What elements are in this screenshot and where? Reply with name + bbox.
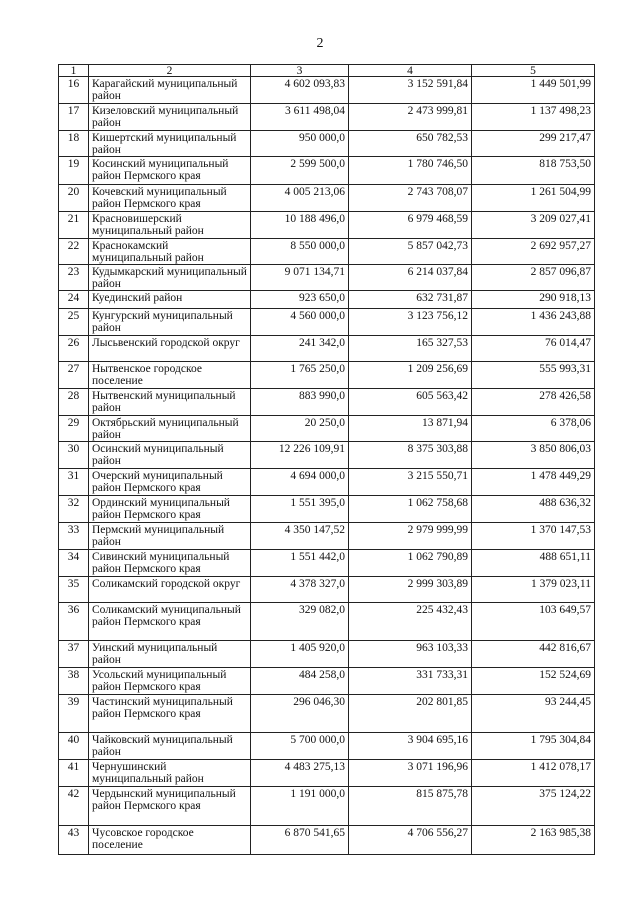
- row-number: 41: [59, 760, 89, 787]
- amount-column-3: 5 700 000,0: [251, 733, 349, 760]
- municipality-name: Чердынский муниципальный район Пермского края: [89, 787, 251, 826]
- row-number: 32: [59, 496, 89, 523]
- table-row: [59, 131, 595, 157]
- amount-column-4: 331 733,31: [349, 668, 472, 695]
- table-row: [59, 185, 595, 212]
- municipality-name: Усольский муниципальный район Пермского края: [89, 668, 251, 695]
- table-row: [59, 695, 595, 733]
- amount-column-4: 8 375 303,88: [349, 442, 472, 469]
- amount-column-5: 278 426,58: [472, 389, 595, 416]
- municipality-name: Очерский муниципальный район Пермского края: [89, 469, 251, 496]
- table-row: [59, 603, 595, 641]
- row-number: 43: [59, 826, 89, 855]
- municipality-name: Куединский район: [89, 291, 251, 309]
- municipality-name: Частинский муниципальный район Пермского края: [89, 695, 251, 733]
- table-row: [59, 416, 595, 442]
- municipality-name: Кизеловский муниципальный район: [89, 104, 251, 131]
- page-number: 2: [316, 36, 324, 51]
- amount-column-4: 6 979 468,59: [349, 212, 472, 239]
- table-row: [59, 733, 595, 760]
- table-row: [59, 265, 595, 291]
- amount-column-5: 6 378,06: [472, 416, 595, 442]
- row-number: 42: [59, 787, 89, 826]
- amount-column-5: 2 857 096,87: [472, 265, 595, 291]
- row-number: 23: [59, 265, 89, 291]
- table-row: [59, 291, 595, 309]
- amount-column-5: 3 850 806,03: [472, 442, 595, 469]
- amount-column-3: 484 258,0: [251, 668, 349, 695]
- municipality-name: Косинский муниципальный район Пермского края: [89, 157, 251, 185]
- municipality-name: Кочевский муниципальный район Пермского края: [89, 185, 251, 212]
- amount-column-4: 6 214 037,84: [349, 265, 472, 291]
- row-number: 39: [59, 695, 89, 733]
- row-number: 29: [59, 416, 89, 442]
- table-row: [59, 212, 595, 239]
- amount-column-5: 1 379 023,11: [472, 577, 595, 603]
- amount-column-4: 1 062 758,68: [349, 496, 472, 523]
- table-row: [59, 641, 595, 668]
- table-row: [59, 389, 595, 416]
- amount-column-4: 2 979 999,99: [349, 523, 472, 550]
- amount-column-3: 9 071 134,71: [251, 265, 349, 291]
- row-number: 20: [59, 185, 89, 212]
- row-number: 26: [59, 336, 89, 362]
- table-row: [59, 760, 595, 787]
- header-cell-5: 5: [472, 65, 595, 77]
- row-number: 40: [59, 733, 89, 760]
- amount-column-5: 1 449 501,99: [472, 77, 595, 104]
- municipality-name: Лысьвенский городской округ: [89, 336, 251, 362]
- allocation-table: [58, 64, 595, 855]
- row-number: 21: [59, 212, 89, 239]
- amount-column-4: 202 801,85: [349, 695, 472, 733]
- table-row: [59, 239, 595, 265]
- amount-column-3: 4 483 275,13: [251, 760, 349, 787]
- amount-column-4: 2 743 708,07: [349, 185, 472, 212]
- amount-column-3: 4 005 213,06: [251, 185, 349, 212]
- table-row: [59, 442, 595, 469]
- amount-column-5: 1 436 243,88: [472, 309, 595, 336]
- amount-column-4: 3 123 756,12: [349, 309, 472, 336]
- municipality-name: Октябрьский муниципальный район: [89, 416, 251, 442]
- row-number: 25: [59, 309, 89, 336]
- municipality-name: Карагайский муниципальный район: [89, 77, 251, 104]
- amount-column-4: 13 871,94: [349, 416, 472, 442]
- amount-column-5: 299 217,47: [472, 131, 595, 157]
- amount-column-3: 4 378 327,0: [251, 577, 349, 603]
- municipality-name: Нытвенский муниципальный район: [89, 389, 251, 416]
- amount-column-4: 963 103,33: [349, 641, 472, 668]
- amount-column-3: 20 250,0: [251, 416, 349, 442]
- amount-column-5: 375 124,22: [472, 787, 595, 826]
- row-number: 34: [59, 550, 89, 577]
- amount-column-5: 1 370 147,53: [472, 523, 595, 550]
- table-row: [59, 104, 595, 131]
- row-number: 38: [59, 668, 89, 695]
- header-cell-3: 3: [251, 65, 349, 77]
- municipality-name: Уинский муниципальный район: [89, 641, 251, 668]
- amount-column-3: 1 551 395,0: [251, 496, 349, 523]
- amount-column-4: 3 215 550,71: [349, 469, 472, 496]
- row-number: 37: [59, 641, 89, 668]
- amount-column-5: 442 816,67: [472, 641, 595, 668]
- amount-column-5: 103 649,57: [472, 603, 595, 641]
- amount-column-3: 1 405 920,0: [251, 641, 349, 668]
- row-number: 16: [59, 77, 89, 104]
- amount-column-3: 1 551 442,0: [251, 550, 349, 577]
- amount-column-5: 76 014,47: [472, 336, 595, 362]
- table-row: [59, 496, 595, 523]
- amount-column-5: 488 636,32: [472, 496, 595, 523]
- amount-column-3: 4 350 147,52: [251, 523, 349, 550]
- amount-column-4: 2 999 303,89: [349, 577, 472, 603]
- amount-column-3: 4 694 000,0: [251, 469, 349, 496]
- municipality-name: Чусовское городское поселение: [89, 826, 251, 855]
- municipality-name: Кудымкарский муниципальный район: [89, 265, 251, 291]
- row-number: 18: [59, 131, 89, 157]
- amount-column-5: 152 524,69: [472, 668, 595, 695]
- amount-column-4: 1 062 790,89: [349, 550, 472, 577]
- amount-column-3: 10 188 496,0: [251, 212, 349, 239]
- table-row: [59, 362, 595, 389]
- table-row: [59, 523, 595, 550]
- row-number: 24: [59, 291, 89, 309]
- amount-column-5: 2 692 957,27: [472, 239, 595, 265]
- amount-column-5: 1 137 498,23: [472, 104, 595, 131]
- amount-column-5: 3 209 027,41: [472, 212, 595, 239]
- municipality-name: Пермский муниципальный район: [89, 523, 251, 550]
- municipality-name: Краснокамский муниципальный район: [89, 239, 251, 265]
- row-number: 31: [59, 469, 89, 496]
- row-number: 19: [59, 157, 89, 185]
- amount-column-5: 2 163 985,38: [472, 826, 595, 855]
- amount-column-4: 3 071 196,96: [349, 760, 472, 787]
- municipality-name: Чайковский муниципальный район: [89, 733, 251, 760]
- amount-column-3: 1 765 250,0: [251, 362, 349, 389]
- amount-column-5: 1 478 449,29: [472, 469, 595, 496]
- amount-column-4: 3 152 591,84: [349, 77, 472, 104]
- table-row: [59, 309, 595, 336]
- amount-column-4: 3 904 695,16: [349, 733, 472, 760]
- amount-column-3: 2 599 500,0: [251, 157, 349, 185]
- amount-column-3: 923 650,0: [251, 291, 349, 309]
- amount-column-4: 605 563,42: [349, 389, 472, 416]
- amount-column-5: 93 244,45: [472, 695, 595, 733]
- amount-column-4: 815 875,78: [349, 787, 472, 826]
- table-row: [59, 787, 595, 826]
- table-row: [59, 469, 595, 496]
- amount-column-5: 488 651,11: [472, 550, 595, 577]
- table-row: [59, 77, 595, 104]
- municipality-name: Соликамский муниципальный район Пермского края: [89, 603, 251, 641]
- amount-column-3: 12 226 109,91: [251, 442, 349, 469]
- row-number: 28: [59, 389, 89, 416]
- amount-column-4: 2 473 999,81: [349, 104, 472, 131]
- amount-column-3: 3 611 498,04: [251, 104, 349, 131]
- amount-column-3: 1 191 000,0: [251, 787, 349, 826]
- amount-column-5: 818 753,50: [472, 157, 595, 185]
- amount-column-3: 8 550 000,0: [251, 239, 349, 265]
- row-number: 36: [59, 603, 89, 641]
- municipality-name: Соликамский городской округ: [89, 577, 251, 603]
- table-row: [59, 157, 595, 185]
- amount-column-3: 4 602 093,83: [251, 77, 349, 104]
- municipality-name: Ординский муниципальный район Пермского края: [89, 496, 251, 523]
- amount-column-3: 950 000,0: [251, 131, 349, 157]
- amount-column-3: 4 560 000,0: [251, 309, 349, 336]
- table-row: [59, 550, 595, 577]
- row-number: 17: [59, 104, 89, 131]
- row-number: 27: [59, 362, 89, 389]
- amount-column-5: 1 412 078,17: [472, 760, 595, 787]
- amount-column-4: 632 731,87: [349, 291, 472, 309]
- row-number: 22: [59, 239, 89, 265]
- amount-column-5: 1 795 304,84: [472, 733, 595, 760]
- header-cell-1: 1: [59, 65, 89, 77]
- row-number: 30: [59, 442, 89, 469]
- amount-column-4: 1 780 746,50: [349, 157, 472, 185]
- amount-column-5: 290 918,13: [472, 291, 595, 309]
- amount-column-4: 165 327,53: [349, 336, 472, 362]
- municipality-name: Красновишерский муниципальный район: [89, 212, 251, 239]
- amount-column-3: 6 870 541,65: [251, 826, 349, 855]
- amount-column-3: 883 990,0: [251, 389, 349, 416]
- table-row: [59, 826, 595, 855]
- header-cell-4: 4: [349, 65, 472, 77]
- municipality-name: Осинский муниципальный район: [89, 442, 251, 469]
- table-row: [59, 668, 595, 695]
- table-row: [59, 336, 595, 362]
- table-row: [59, 577, 595, 603]
- amount-column-4: 5 857 042,73: [349, 239, 472, 265]
- amount-column-3: 329 082,0: [251, 603, 349, 641]
- municipality-name: Кишертский муниципальный район: [89, 131, 251, 157]
- column-number-header-row: [59, 65, 595, 77]
- amount-column-5: 1 261 504,99: [472, 185, 595, 212]
- municipality-name: Нытвенское городское поселение: [89, 362, 251, 389]
- amount-column-3: 296 046,30: [251, 695, 349, 733]
- amount-column-3: 241 342,0: [251, 336, 349, 362]
- municipality-name: Кунгурский муниципальный район: [89, 309, 251, 336]
- amount-column-4: 4 706 556,27: [349, 826, 472, 855]
- amount-column-4: 225 432,43: [349, 603, 472, 641]
- header-cell-2: 2: [89, 65, 251, 77]
- municipality-name: Сивинский муниципальный район Пермского края: [89, 550, 251, 577]
- row-number: 33: [59, 523, 89, 550]
- amount-column-4: 650 782,53: [349, 131, 472, 157]
- municipality-name: Чернушинский муниципальный район: [89, 760, 251, 787]
- row-number: 35: [59, 577, 89, 603]
- amount-column-5: 555 993,31: [472, 362, 595, 389]
- amount-column-4: 1 209 256,69: [349, 362, 472, 389]
